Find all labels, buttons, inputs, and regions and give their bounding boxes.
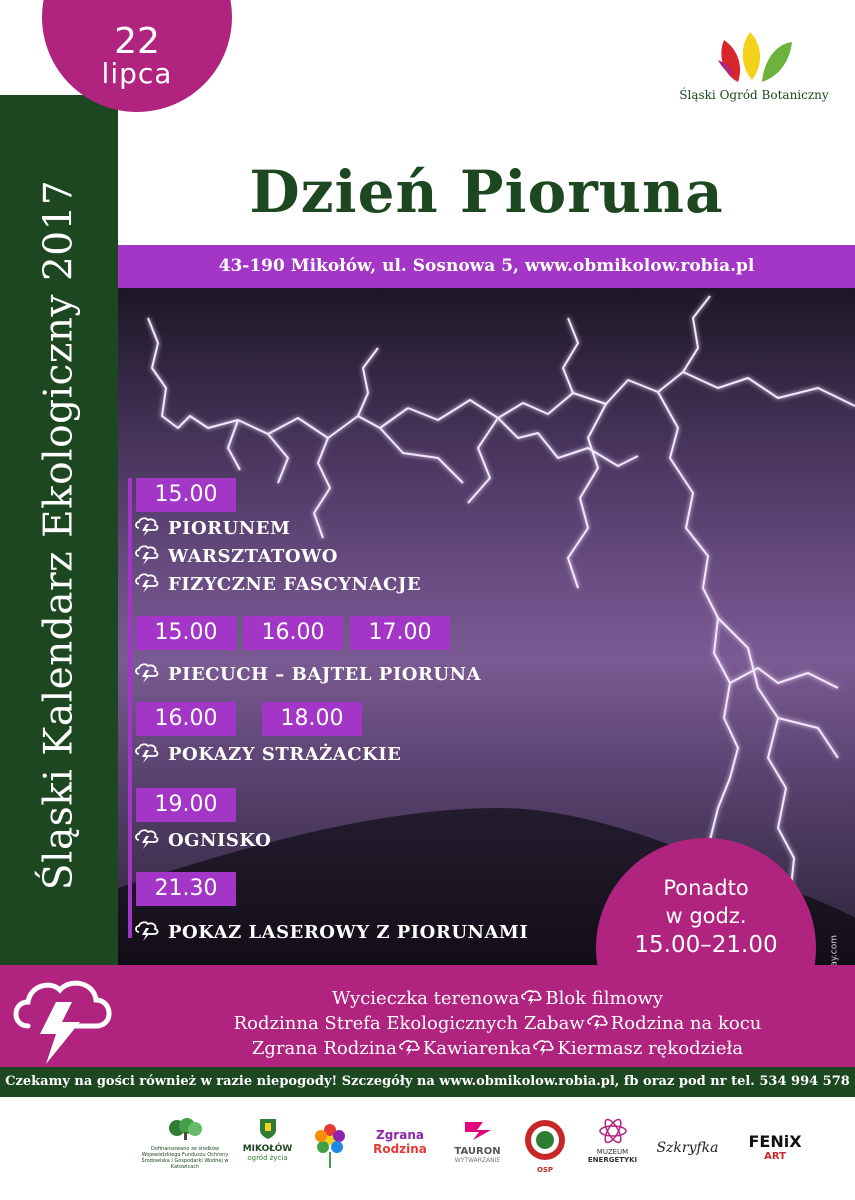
address-bar: 43-190 Mikołów, ul. Sosnowa 5, www.obmikolow.robia.pl [118,245,855,288]
date-month: lipca [101,57,173,90]
event-item [134,572,421,598]
osp-logo [520,1118,570,1178]
storm-cloud-icon [134,662,160,684]
storm-cloud-icon [521,989,543,1007]
extra-hours-label: Ponadto [663,876,749,900]
activity-item: Blok filmowy [545,988,664,1009]
event-item [134,544,338,570]
event-item [134,828,271,854]
flower-icon [305,1118,355,1170]
fenix-art-logo [735,1118,815,1178]
event-label: PIECUCH – BAJTEL PIORUNA [168,664,482,685]
storm-cloud-icon [134,572,160,594]
event-item [134,742,401,768]
calendar-title: Śląski Kalendarz Ekologiczny 2017 [36,179,82,891]
storm-cloud-icon [134,828,160,850]
city-crest-icon [259,1118,277,1140]
storm-cloud-icon [134,742,160,764]
tauron-name: TAURON [454,1146,501,1157]
info-bar: Czekamy na gości również w razie niepogody! Szczegóły na www.obmikolow.robia.pl, fb oraz pod nr tel. 534 994 578 [0,1067,855,1097]
muzeum-energetyki-logo [580,1118,645,1178]
time-badge: 16.00 [136,702,236,736]
storm-cloud-icon [134,544,160,566]
activity-item: Wycieczka terenowa [331,988,520,1009]
fire-brigade-emblem-icon [523,1118,567,1162]
tauron-sub: WYTWARZANIE [454,1157,501,1164]
storm-cloud-icon [399,1039,421,1057]
schedule-accent-line [128,478,132,938]
fenix-top: FENiX [748,1132,802,1151]
time-badge: 15.00 [136,616,236,650]
event-label: FIZYCZNE FASCYNACJE [168,574,422,595]
activities-line-3 [140,1038,855,1059]
wfos-text: Dofinansowano ze środków Wojewódzkiego Funduszu Ochrony Środowiska i Gospodarki Wodnej w Katowicach [141,1146,229,1170]
szkryfka-text: Szkryfka [656,1140,719,1156]
mikolow-sub: ogród życia [247,1154,288,1162]
storm-cloud-icon [533,1039,555,1057]
tauron-mark-icon [463,1118,493,1142]
zgrana-top: Zgrana [376,1128,424,1142]
event-label: PIORUNEM [168,518,291,539]
sponsor-logos [140,1110,840,1190]
szkryfka-logo [650,1118,725,1178]
extra-hours-time: 15.00–21.00 [634,932,778,958]
mikolow-logo [240,1118,295,1178]
event-label: OGNISKO [168,830,272,851]
atom-icon [598,1118,628,1144]
time-badge: 21.30 [136,872,236,906]
activity-item: Rodzina na kocu [610,1013,762,1034]
muzeum-top: MUZEUM [596,1148,629,1156]
time-badge: 15.00 [136,478,236,512]
extra-hours-sub: w godz. [665,904,747,928]
activity-item: Rodzinna Strefa Ekologicznych Zabaw [233,1013,585,1034]
event-label: POKAZY STRAŻACKIE [168,744,402,765]
tree-icon [165,1118,205,1140]
activity-item: Zgrana Rodzina [251,1038,397,1059]
flower-logo [302,1118,357,1178]
event-item [134,920,528,946]
wfos-logo [140,1118,230,1178]
time-badge: 16.00 [243,616,343,650]
storm-cloud-icon [134,516,160,538]
flower-leaves-icon [718,30,794,85]
time-badge: 19.00 [136,788,236,822]
fenix-bottom: ART [764,1151,786,1162]
activities-line-1 [140,988,855,1009]
event-title: Dzień Pioruna [249,158,724,226]
tauron-logo [440,1118,515,1178]
mikolow-name: MIKOŁÓW [242,1144,293,1154]
time-badge: 18.00 [262,702,362,736]
activity-item: Kiermasz rękodzieła [557,1038,744,1059]
event-item [134,516,290,542]
time-badge: 17.00 [350,616,450,650]
event-item [134,662,481,688]
activity-item: Kawiarenka [422,1038,532,1059]
zgrana-bottom: Rodzina [373,1142,427,1156]
storm-cloud-icon [134,920,160,942]
event-label: WARSZTATOWO [168,546,338,567]
storm-cloud-icon [6,968,118,1068]
event-label: POKAZ LASEROWY Z PIORUNAMI [168,922,529,943]
botanic-garden-name: Śląski Ogród Botaniczny [679,88,829,102]
storm-cloud-icon [587,1014,609,1032]
activities-line-2 [140,1013,855,1034]
muzeum-bottom: ENERGETYKI [587,1156,638,1164]
zgrana-rodzina-logo [365,1118,435,1178]
osp-text: OSP [536,1166,554,1174]
date-day: 22 [114,21,160,62]
